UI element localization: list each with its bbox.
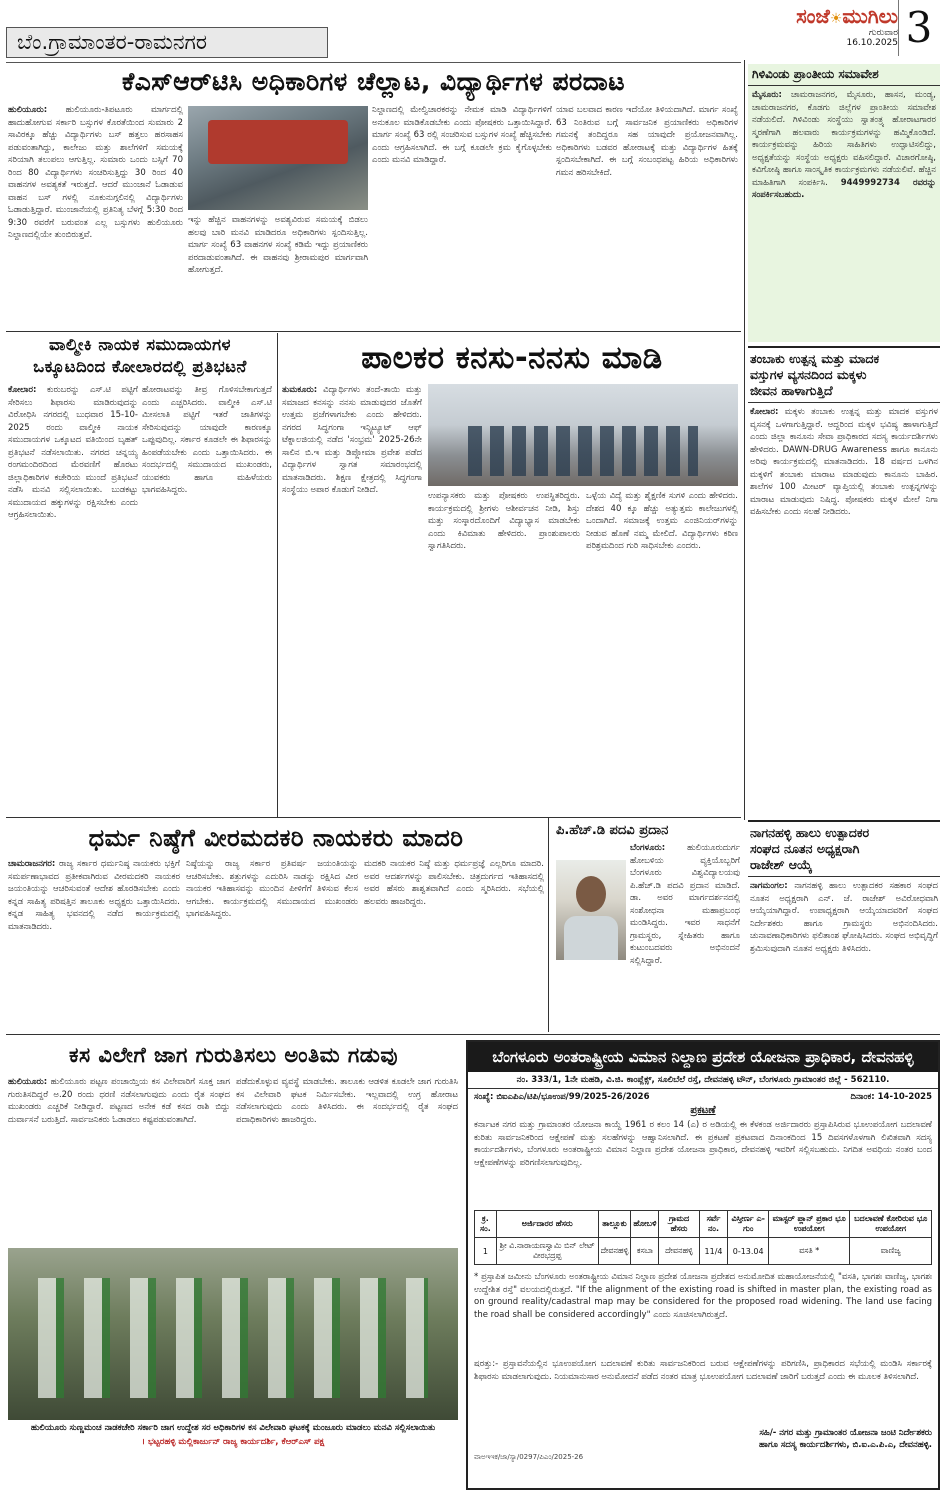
valmiki-rule	[277, 333, 278, 817]
s1-body	[748, 86, 940, 330]
notice-heading: ಪ್ರಕಟಣೆ	[690, 1105, 716, 1116]
phd-dateline: ಬೆಂಗಳೂರು:	[630, 843, 666, 853]
s2-body	[748, 403, 940, 809]
dharma-dateline: ಚಾಮರಾಜನಗರ:	[8, 859, 56, 869]
s1-headline: ಗಿಳಿವಿಂಡು ಪ್ರಾಂತೀಯ ಸಮಾವೇಶ	[748, 64, 940, 86]
s2-dateline: ಕೋಲಾರ:	[750, 407, 779, 417]
valmiki-col2-text: ಹೋರಾಟವನ್ನು ತೀವ್ರ ಗೊಳಿಸಬೇಕಾಗುತ್ತದೆ ಎಂದು ಎಚ್ಚರಿಸಿದರು. ವಾಲ್ಮೀಕಿ ಎಸ್.ಟಿ ಮೀಸಲಾತಿ ಪಟ್ಟಿಗೆ ಇತರೆ ಜಾತಿಗಳನ್ನು ಸೇರಿಸುವುದನ್ನು ಯಾವುದೇ ಕಾರಣಕ್ಕೂ ಒಪ್ಪುವುದಿಲ್ಲ. ಸರ್ಕಾರ ಕೂಡಲೇ ಈ ಶಿಫಾರಸನ್ನು ಹಿಂಪಡೆಯಬೇಕು ಎಂದು ಒತ್ತಾಯಿಸಿದರು. ಈ ಸಂದರ್ಭದಲ್ಲಿ ಸಮುದಾಯದ ಮುಖಂಡರು, ಯುವಕರು ಹಾಗೂ ಮಹಿಳೆಯರು ಭಾಗವಹಿಸಿದ್ದರು.	[142, 385, 272, 495]
palakara-col1-text: ವಿದ್ಯಾರ್ಥಿಗಳು ತಂದೆ-ತಾಯಿ ಮತ್ತು ಸಮಾಜದ ಕನಸನ್ನು ನನಸು ಮಾಡುವುದರ ಜೊತೆಗೆ ಉತ್ತಮ ಪ್ರಜೆಗಳಾಗಬೇಕು ಎಂದು ಹೇಳಿದರು. ನಗರದ ಸಿದ್ಧಗಂಗಾ ಇನ್ಸ್ಟಿಟ್ಯೂಟ್ ಆಫ್ ಟೆಕ್ನಾಲಜಿಯಲ್ಲಿ ನಡೆದ 'ಸಂಭ್ರಮ' 2025-26ನೇ ಸಾಲಿನ ಬಿ.ಇ ಮತ್ತು ಡಿಪ್ಲೋಮಾ ಪ್ರವೇಶ ಪಡೆದ ವಿದ್ಯಾರ್ಥಿಗಳ ಸ್ವಾಗತ ಸಮಾರಂಭದಲ್ಲಿ ಮಾತನಾಡಿದರು. ಶಿಕ್ಷಣ ಕ್ಷೇತ್ರದಲ್ಲಿ ಸಿದ್ಧಗಂಗಾ ಸಂಸ್ಥೆಯು ಅಪಾರ ಕೊಡುಗೆ ನೀಡಿದೆ.	[282, 385, 422, 495]
sidebar-rule	[744, 60, 745, 820]
s3-headline-l3: ರಾಜೇಶ್ ಆಯ್ಕೆ	[750, 857, 813, 872]
palakara-col2-text: ಉಪನ್ಯಾಸಕರು ಮತ್ತು ಪೋಷಕರು ಉಪಸ್ಥಿತರಿದ್ದರು. ಕಾರ್ಯಕ್ರಮದಲ್ಲಿ ಶ್ರೀಗಳು ಆಶೀರ್ವಚನ ನೀಡಿ, ಶಿಸ್ತು ಮತ್ತು ಸಂಸ್ಕಾರದೊಂದಿಗೆ ವಿದ್ಯಾಭ್ಯಾಸ ಮಾಡಬೇಕು ಎಂದು ಕಿವಿಮಾತು ಹೇಳಿದರು. ಪ್ರಾಂಶುಪಾಲರು ಸ್ವಾಗತಿಸಿದರು.	[428, 491, 580, 551]
valmiki-headline-l2: ಒಕ್ಕೂಟದಿಂದ ಕೋಲಾರದಲ್ಲಿ ಪ್ರತಿಭಟನೆ	[33, 357, 247, 376]
ksrtc-rule	[6, 331, 741, 332]
ksrtc-headline: ಕೆಎಸ್‌ಆರ್‌ಟಿಸಿ ಅಧಿಕಾರಿಗಳ ಚೆಲ್ಲಾಟ, ವಿದ್ಯಾರ್ಥಿಗಳ ಪರದಾಟ	[121, 67, 626, 96]
ksrtc-col3-text: ನಿಲ್ದಾಣದಲ್ಲಿ ಮೇಲ್ವಿಚಾರಕರನ್ನು ನೇಮಕ ಮಾಡಿ ವಿದ್ಯಾರ್ಥಿಗಳಿಗೆ ಅನುಕೂಲ ಮಾಡಿಕೊಡಬೇಕು ಎಂದು ಪೋಷಕರು ಒತ್ತಾಯಿಸಿದ್ದಾರೆ. ಮಾರ್ಗ ಸಂಖ್ಯೆ 63 ರಲ್ಲಿ ಸಂಚರಿಸುವ ಬಸ್ಸುಗಳ ಸಂಖ್ಯೆ ಹೆಚ್ಚಿಸಬೇಕು ಎಂದು ಆಗ್ರಹಿಸಲಾಗಿದೆ. ಈ ಬಗ್ಗೆ ಕೂಡಲೇ ಕ್ರಮ ಕೈಗೊಳ್ಳಬೇಕು ಎಂದು ಮನವಿ ಮಾಡಿದ್ದಾರೆ.	[372, 105, 552, 165]
kasa-col2-text: ಪಡೆದುಕೊಳ್ಳುವ ವ್ಯವಸ್ಥೆ ಮಾಡಬೇಕು. ತಾಲೂಕು ಆಡಳಿತ ಕೂಡಲೇ ಜಾಗ ಗುರುತಿಸಿ ಕಸ ವಿಲೇವಾರಿ ಘಟಕ ನಿರ್ಮಿಸಬೇಕು. ಇಲ್ಲವಾದಲ್ಲಿ ಉಗ್ರ ಹೋರಾಟ ನಡೆಸಲಾಗುವುದು ಎಂದು ತಿಳಿಸಿದರು. ಈ ಸಂದರ್ಭದಲ್ಲಿ ರೈತ ಸಂಘದ ಪದಾಧಿಕಾರಿಗಳು ಹಾಜರಿದ್ದರು.	[236, 1077, 458, 1125]
kasa-col1	[8, 1076, 230, 1244]
brand-name-b: ಮುಗಿಲು	[842, 4, 898, 28]
notice-para1: ಕರ್ನಾಟಕ ನಗರ ಮತ್ತು ಗ್ರಾಮಾಂತರ ಯೋಜನಾ ಕಾಯ್ದೆ 1961 ರ ಕಲಂ 14 (ಎ) ರ ಅಡಿಯಲ್ಲಿ ಈ ಕೆಳಕಂಡ ಅರ್ಜಿದಾರರು ಪ್ರಸ್ತಾಪಿಸಿರುವ ಭೂಉಪಯೋಗ ಬದಲಾವಣೆ ಕುರಿತು ಸಾರ್ವಜನಿಕರಿಂದ ಆಕ್ಷೇಪಣೆ ಮತ್ತು ಸಲಹೆಗಳನ್ನು ಆಹ್ವಾನಿಸಲಾಗಿದೆ. ಈ ಪ್ರಕಟಣೆ ಪ್ರಕಟವಾದ ದಿನಾಂಕದಿಂದ 15 ದಿವಸಗಳೊಳಗಾಗಿ ಲಿಖಿತವಾಗಿ ಸದಸ್ಯ ಕಾರ್ಯದರ್ಶಿಗಳು, ಬೆಂಗಳೂರು ಅಂತರಾಷ್ಟ್ರೀಯ ವಿಮಾನ ನಿಲ್ದಾಣ ಪ್ರದೇಶ ಯೋಜನಾ ಪ್ರಾಧಿಕಾರ, ದೇವನಹಳ್ಳಿ ಇವರಿಗೆ ಸಲ್ಲಿಸಬಹುದು. ನಿಗದಿತ ಅವಧಿಯ ನಂತರ ಬಂದ ಆಕ್ಷೇಪಣೆಗಳನ್ನು ಪರಿಗಣಿಸಲಾಗುವುದಿಲ್ಲ.	[474, 1120, 932, 1168]
s3-body	[748, 877, 940, 1027]
section-name: ಬೆಂ.ಗ್ರಾಮಾಂತರ-ರಾಮನಗರ	[17, 30, 208, 54]
valmiki-col1	[8, 384, 138, 812]
header-rule	[6, 62, 741, 63]
notice-footer-ref: ವಾಅಇಇಕ/ಜಾ/ಸ್ಯಾ/0297/ಪಿಎಂ/2025-26	[474, 1453, 584, 1461]
section-label	[6, 27, 328, 58]
bus-shape	[208, 120, 348, 164]
notice-table	[474, 1210, 932, 1265]
s1-dateline: ಮೈಸೂರು:	[752, 90, 782, 100]
lower-rule	[6, 1034, 940, 1035]
brand-name-a: ಸಂಜೆ	[796, 4, 830, 28]
table-cell: ಕಸಬಾ	[631, 1238, 659, 1265]
ksrtc-col1-text: ಹುಲಿಯೂರು-ತಿಪಟೂರು ಮಾರ್ಗದಲ್ಲಿ ಹಾದುಹೋಗುವ ಸರ್ಕಾರಿ ಬಸ್ಸುಗಳ ಕೊರತೆಯಿಂದ ಸುಮಾರು 2 ಸಾವಿರಕ್ಕೂ ಹೆಚ್ಚು ವಿದ್ಯಾರ್ಥಿಗಳು ಬಸ್ ಹತ್ತಲು ಹರಸಾಹಸ ಪಡುವಂತಾಗಿದ್ದು, ಕಾಲೇಜು ಮತ್ತು ಶಾಲೆಗಳಿಗೆ ಸಮಯಕ್ಕೆ ಸರಿಯಾಗಿ ತಲುಪಲು ಆಗುತ್ತಿಲ್ಲ. ಸುಮಾರು ಒಂದು ಬಸ್ಸಿಗೆ 70 ರಿಂದ 80 ವಿದ್ಯಾರ್ಥಿಗಳು ಸಂಚರಿಸುತ್ತಿದ್ದು 30 ರಿಂದ 40 ವಾಹನಗಳ ಅವಶ್ಯಕತೆ ಇರುತ್ತದೆ. ಆದರೆ ಮುಂಜಾನೆ ಓಡಾಡುವ ವಾಹನ ಬಸ್ ಗಳಲ್ಲಿ ನೂಕುನುಗ್ಗಲಿನಲ್ಲಿ ವಿದ್ಯಾರ್ಥಿಗಳು ಓಡಾಡುತ್ತಿದ್ದಾರೆ. ಮುಂಜಾನೆಯಲ್ಲಿ ಪ್ರತಿನಿತ್ಯ ಬೆಳಗ್ಗೆ 5:30 ರಿಂದ 9:30 ರವರೆಗೆ ಬರುವಂತ ಎಲ್ಲ ಬಸ್ಸುಗಳು ಹುಲಿಯೂರು ನಿಲ್ದಾಣದಲ್ಲಿಯೇ ತುಂಬಿರುತ್ತವೆ.	[8, 105, 183, 240]
palakara-col3-text: ಒಳ್ಳೆಯ ವಿದ್ಯೆ ಮತ್ತು ಶೈಕ್ಷಣಿಕ ಸುಗಳಿ ಎಂದು ಹೇಳಿದರು. ದೇಶದ 40 ಕ್ಕೂ ಹೆಚ್ಚು ಅತ್ಯುತ್ತಮ ಕಾಲೇಜುಗಳಲ್ಲಿ ಒಂದಾಗಿದೆ. ಸಮಾಜಕ್ಕೆ ಉತ್ತಮ ಎಂಜಿನಿಯರ್‌ಗಳನ್ನು ನೀಡುವ ಹೊಣೆ ನಮ್ಮ ಮೇಲಿದೆ. ವಿದ್ಯಾರ್ಥಿಗಳು ಕಠಿಣ ಪರಿಶ್ರಮದಿಂದ ಗುರಿ ಸಾಧಿಸಬೇಕು ಎಂದರು.	[586, 491, 738, 551]
notice-table-header: ಮಾಸ್ಟರ್ ಪ್ಲಾನ್ ಪ್ರಕಾರ ಭೂ ಉಪಯೋಗ	[768, 1211, 849, 1238]
notice-title: ಬೆಂಗಳೂರು ಅಂತರಾಷ್ಟ್ರೀಯ ವಿಮಾನ ನಿಲ್ದಾಣ ಪ್ರದೇಶ ಯೋಜನಾ ಪ್ರಾಧಿಕಾರ, ದೇವನಹಳ್ಳಿ	[468, 1042, 938, 1072]
dharma-col1-text: ರಾಜ್ಯ ಸರ್ಕಾರ ಧರ್ಮನಿಷ್ಠ ನಾಯಕರು ಭಕ್ತಿಗೆ ಸಮರ್ಪಣಾಭಾವದ ಪ್ರತೀಕವಾಗಿರುವ ವೀರಮದಕರಿ ನಾಯಕರ ಜಯಂತಿಯನ್ನು ಆಚರಿಸುವಂತೆ ಆದೇಶ ಹೊರಡಿಸಬೇಕು ಎಂದು ಕನ್ನಡ ಸಾಹಿತ್ಯ ಪರಿಷತ್ತಿನ ತಾಲೂಕು ಅಧ್ಯಕ್ಷರು ಒತ್ತಾಯಿಸಿದರು. ಕನ್ನಡ ಸಾಹಿತ್ಯ ಭವನದಲ್ಲಿ ನಡೆದ ಕಾರ್ಯಕ್ರಮದಲ್ಲಿ ಮಾತನಾಡಿದರು.	[8, 859, 180, 932]
ksrtc-col3	[372, 104, 552, 328]
notice-table-header: ವಿಸ್ತೀರ್ಣ ಎ-ಗುಂ	[728, 1211, 769, 1238]
dharma-headline: ಧರ್ಮ ನಿಷ್ಠೆಗೆ ವೀರಮದಕರಿ ನಾಯಕರು ಮಾದರಿ	[88, 824, 464, 852]
notice-date: ದಿನಾಂಕ: 14-10-2025	[850, 1092, 932, 1102]
s3-body-text: ನಾಗನಹಳ್ಳಿ ಹಾಲು ಉತ್ಪಾದಕರ ಸಹಕಾರ ಸಂಘದ ನೂತನ ಅಧ್ಯಕ್ಷರಾಗಿ ಎನ್. ಜೆ. ರಾಜೇಶ್ ಅವಿರೋಧವಾಗಿ ಆಯ್ಕೆಯಾಗಿದ್ದಾರೆ. ಉಪಾಧ್ಯಕ್ಷರಾಗಿ ಆಯ್ಕೆಯಾದವರಿಗೆ ಸಂಘದ ನಿರ್ದೇಶಕರು ಹಾಗೂ ಗ್ರಾಮಸ್ಥರು ಅಭಿನಂದಿಸಿದರು. ಚುನಾವಣಾಧಿಕಾರಿಗಳು ಫಲಿತಾಂಶ ಘೋಷಿಸಿದರು. ಸಂಘದ ಅಭಿವೃದ್ಧಿಗೆ ಶ್ರಮಿಸುವುದಾಗಿ ನೂತನ ಅಧ್ಯಕ್ಷರು ತಿಳಿಸಿದರು.	[750, 881, 939, 954]
kasa-col1-text: ಹುಲಿಯೂರು ಪಟ್ಟಣ ಪಂಚಾಯ್ತಿಯ ಕಸ ವಿಲೇವಾರಿಗೆ ಸೂಕ್ತ ಜಾಗ ಗುರುತಿಸದಿದ್ದರೆ ಅ.20 ರಂದು ಧರಣಿ ನಡೆಸಲಾಗುವುದು ಎಂದು ರೈತ ಸಂಘದ ಮುಖಂಡರು ಎಚ್ಚರಿಕೆ ನೀಡಿದ್ದಾರೆ. ಪಟ್ಟಣದ ಅನೇಕ ಕಡೆ ಕಸದ ರಾಶಿ ಬಿದ್ದು ದುರ್ವಾಸನೆ ಬರುತ್ತಿದೆ. ಸಾರ್ವಜನಿಕರು ಓಡಾಡಲು ಕಷ್ಟಪಡುವಂತಾಗಿದೆ.	[8, 1077, 230, 1125]
notice-signature	[468, 1425, 938, 1453]
phd-headline: ಪಿ.ಹೆಚ್.ಡಿ ಪದವಿ ಪ್ರದಾನ	[556, 823, 669, 838]
s2-body-text: ಮಕ್ಕಳು ತಂಬಾಕು ಉತ್ಪನ್ನ ಮತ್ತು ಮಾದಕ ವಸ್ತುಗಳ ವ್ಯಸನಕ್ಕೆ ಒಳಗಾಗುತ್ತಿದ್ದಾರೆ. ಆದ್ದರಿಂದ ಮಕ್ಕಳ ಭವಿಷ್ಯ ಹಾಳಾಗುತ್ತಿದೆ ಎಂದು ಜಿಲ್ಲಾ ಕಾನೂನು ಸೇವಾ ಪ್ರಾಧಿಕಾರದ ಸದಸ್ಯ ಕಾರ್ಯದರ್ಶಿಗಳು ಹೇಳಿದರು. DAWN-DRUG Awareness ಹಾಗೂ ಕಾನೂನು ಅರಿವು ಕಾರ್ಯಕ್ರಮದಲ್ಲಿ ಮಾತನಾಡಿದರು. 18 ವರ್ಷದ ಒಳಗಿನ ಮಕ್ಕಳಿಗೆ ತಂಬಾಕು ಮಾರಾಟ ಮಾಡುವುದು ಕಾನೂನು ಬಾಹಿರ. ಶಾಲೆಗಳ 100 ಮೀಟರ್ ವ್ಯಾಪ್ತಿಯಲ್ಲಿ ತಂಬಾಕು ಉತ್ಪನ್ನಗಳನ್ನು ಮಾರಾಟ ಮಾಡುವುದು ನಿಷಿದ್ಧ. ಪೋಷಕರು ಮಕ್ಕಳ ಮೇಲೆ ನಿಗಾ ವಹಿಸಬೇಕು ಎಂದು ಸಲಹೆ ನೀಡಿದರು.	[750, 407, 939, 517]
table-cell: ಶ್ರೀ ವಿ.ನಾರಾಯಣಸ್ವಾಮಿ ಬಿನ್ ಲೇಟ್ ವೀರಭದ್ರಪ್ಪ	[496, 1238, 598, 1265]
protest-photo	[8, 1248, 458, 1420]
sidebar-box-3	[748, 820, 940, 1032]
sidebar-box-1	[748, 64, 940, 342]
table-row	[475, 1238, 932, 1265]
kasa-caption-text: ಹುಲಿಯೂರು ಸುಣ್ಣಮಂಚ ನಾಡಕಚೇರಿ ಸರ್ಕಾರಿ ಜಾಗ ಉದ್ದೇಶ ಸರ ಅಧಿಕಾರಿಗಳ ಕಸ ವಿಲೇವಾರಿ ಘಟಕಕ್ಕೆ ಮಂಜೂರು ಮಾಡಲು ಮನವಿ ಸಲ್ಲಿಸಲಾಯಿತು	[30, 1423, 436, 1433]
kasa-dateline: ಹುಲಿಯೂರು:	[8, 1077, 48, 1087]
kasa-caption-credit: । ಭಟ್ಟರಹಳ್ಳಿ ಮಲ್ಲಿಕಾರ್ಜುನ್ ರಾಜ್ಯ ಕಾರ್ಯದರ್ಶಿ, ಕೆಆರ್‌ಎಸ್ ಪಕ್ಷ	[141, 1437, 325, 1447]
notice-table-header: ಗ್ರಾಮದ ಹೆಸರು	[659, 1211, 699, 1238]
notice-table-header: ಅರ್ಜಿದಾರರ ಹೆಸರು	[496, 1211, 598, 1238]
sidebar-box-2	[748, 346, 940, 816]
dharma-col2	[186, 858, 358, 1028]
portrait-face	[576, 876, 606, 912]
notice-sign-l1: ಸಹಿ/- ನಗರ ಮತ್ತು ಗ್ರಾಮಾಂತರ ಯೋಜನಾ ಜಂಟಿ ನಿರ್ದೇಶಕರು	[759, 1428, 932, 1438]
s3-headline-l2: ಸಂಘದ ನೂತನ ಅಧ್ಯಕ್ಷರಾಗಿ	[750, 841, 860, 856]
masthead	[748, 2, 898, 58]
valmiki-headline-l1: ವಾಲ್ಮೀಕಿ ನಾಯಕ ಸಮುದಾಯಗಳ	[49, 335, 231, 354]
ksrtc-col2	[188, 214, 368, 328]
valmiki-headline	[6, 334, 274, 378]
kasa-headline: ಕಸ ವಿಲೇಗೆ ಜಾಗ ಗುರುತಿಸಲು ಅಂತಿಮ ಗಡುವು	[69, 1043, 398, 1067]
dharma-col3-text: ಮದಕರಿ ನಾಯಕರ ನಿಷ್ಠೆ ಮತ್ತು ಧರ್ಮಪ್ರಜ್ಞೆ ಎಲ್ಲರಿಗೂ ಮಾದರಿ. ಅವರ ಆದರ್ಶಗಳನ್ನು ಪಾಲಿಸಬೇಕು. ಚಿತ್ರದುರ್ಗದ ಇತಿಹಾಸದಲ್ಲಿ ಅವರ ಹೆಸರು ಶಾಶ್ವತವಾಗಿದೆ ಎಂದು ಸ್ಮರಿಸಿದರು. ಸಭೆಯಲ್ಲಿ ಹಲವರು ಹಾಜರಿದ್ದರು.	[364, 859, 544, 907]
dharma-col3	[364, 858, 544, 1028]
table-cell: ವಾಣಿಜ್ಯ	[850, 1238, 932, 1265]
notice-ref: ಸಂಖ್ಯೆ: ಬಿಐಎಪಿಎ/ಟಿಪಿ/ಭೂಉಪ/99/2025-26/2026	[474, 1092, 650, 1102]
page-number: 3	[898, 0, 939, 56]
notice-table-header: ತಾಲ್ಲೂಕು	[598, 1211, 631, 1238]
phd-portrait-photo	[556, 860, 626, 960]
dharma-rule	[548, 818, 549, 1032]
dharma-col1	[8, 858, 180, 1028]
stage-photo	[428, 384, 738, 486]
s2-headline-l1: ತಂಬಾಕು ಉತ್ಪನ್ನ ಮತ್ತು ಮಾದಕ	[750, 351, 880, 366]
portrait-shirt	[564, 916, 618, 960]
s1-contact: 9449992734 ರವರನ್ನು ಸಂಪರ್ಕಿಸಬಹುದು.	[752, 177, 936, 200]
sun-icon: ☀	[829, 11, 843, 27]
s2-headline-l2: ವಸ್ತುಗಳ ವ್ಯಸನದಿಂದ ಮಕ್ಕಳು	[750, 367, 867, 382]
protest-people	[38, 1278, 428, 1398]
mid-rule	[6, 817, 741, 818]
notice-para2: * ಪ್ರಸ್ತಾಪಿತ ಜಮೀನು ಬೆಂಗಳೂರು ಅಂತರಾಷ್ಟ್ರೀಯ ವಿಮಾನ ನಿಲ್ದಾಣ ಪ್ರದೇಶ ಯೋಜನಾ ಪ್ರದೇಶದ ಅನುಮೋದಿತ ಮಹಾಯೋಜನೆಯಲ್ಲಿ "ವಸತಿ, ಭಾಗಶಃ ವಾಣಿಜ್ಯ, ಭಾಗಶಃ ಉದ್ದೇಶಿತ ರಸ್ತೆ" ವಲಯದಲ್ಲಿರುತ್ತದೆ. "If the alignment of the existing road is shifted in master plan, the existing road as on ground reality/cadastral map may be considered for the proposed road widening. The land use facing the road shall be considered accordingly" ಎಂದು ಸೂಚಿಸಲಾಗಿರುತ್ತದೆ.	[474, 1272, 932, 1320]
valmiki-col1-text: ಕುರುಬರನ್ನು ಎಸ್.ಟಿ ಪಟ್ಟಿಗೆ ಸೇರಿಸಲು ಶಿಫಾರಸು ಮಾಡಿರುವುದನ್ನು ವಿರೋಧಿಸಿ ನಗರದಲ್ಲಿ ಬುಧವಾರ 15-10-2025 ರಂದು ವಾಲ್ಮೀಕಿ ನಾಯಕ ಸಮುದಾಯಗಳ ಒಕ್ಕೂಟದ ವತಿಯಿಂದ ಬೃಹತ್ ಪ್ರತಿಭಟನೆ ನಡೆಸಲಾಯಿತು. ನಗರದ ಚನ್ನಯ್ಯ ರಂಗಮಂದಿರದಿಂದ ಮೆರವಣಿಗೆ ಹೊರಟು ಜಿಲ್ಲಾಧಿಕಾರಿಗಳ ಕಚೇರಿಯ ಮುಂದೆ ಪ್ರತಿಭಟನೆ ನಡೆಸಿ ಮನವಿ ಸಲ್ಲಿಸಲಾಯಿತು. ಬುಡಕಟ್ಟು ಸಮುದಾಯದ ಹಕ್ಕುಗಳನ್ನು ರಕ್ಷಿಸಬೇಕು ಎಂದು ಆಗ್ರಹಿಸಲಾಯಿತು.	[8, 385, 138, 520]
table-cell: ವಸತಿ *	[768, 1238, 849, 1265]
phd-body-text: ಹುಲಿಯೂರುದುರ್ಗ ಹೋಬಳಿಯ ವ್ಯಕ್ತಿಯೊಬ್ಬರಿಗೆ ಬೆಂಗಳೂರು ವಿಶ್ವವಿದ್ಯಾಲಯವು ಪಿ.ಹೆಚ್.ಡಿ ಪದವಿ ಪ್ರದಾನ ಮಾಡಿದೆ. ಡಾ. ಅವರ ಮಾರ್ಗದರ್ಶನದಲ್ಲಿ ಸಂಶೋಧನಾ ಮಹಾಪ್ರಬಂಧ ಮಂಡಿಸಿದ್ದರು. ಇವರ ಸಾಧನೆಗೆ ಗ್ರಾಮಸ್ಥರು, ಸ್ನೇಹಿತರು ಹಾಗೂ ಕುಟುಂಬದವರು ಅಭಿನಂದನೆ ಸಲ್ಲಿಸಿದ್ದಾರೆ.	[630, 843, 740, 966]
s3-headline-l1: ನಾಗನಹಳ್ಳಿ ಹಾಲು ಉತ್ಪಾದಕರ	[750, 825, 870, 840]
valmiki-col2	[142, 384, 272, 812]
notice-table-header: ಬದಲಾವಣೆ ಕೋರಿರುವ ಭೂ ಉಪಯೋಗ	[850, 1211, 932, 1238]
phd-body	[630, 842, 740, 1028]
notice-table-header: ಹೋಬಳಿ	[631, 1211, 659, 1238]
table-cell: ದೇವನಹಳ್ಳಿ	[659, 1238, 699, 1265]
issue-date: 16.10.2025	[846, 38, 898, 48]
notice-box	[466, 1040, 940, 1490]
s3-dateline: ನಾಗಮಂಗಲ:	[750, 881, 788, 891]
s2-headline-l3: ಜೀವನ ಹಾಳಾಗುತ್ತಿದೆ	[750, 383, 833, 398]
table-cell: ದೇವನಹಳ್ಳಿ	[598, 1238, 631, 1265]
ksrtc-col2-text: ಇನ್ನು ಹೆಚ್ಚಿನ ವಾಹನಗಳನ್ನು ಅವಶ್ಯವಿರುವ ಸಮಯಕ್ಕೆ ಬಿಡಲು ಹಲವು ಬಾರಿ ಮನವಿ ಮಾಡಿದರೂ ಅಧಿಕಾರಿಗಳು ಸ್ಪಂದಿಸುತ್ತಿಲ್ಲ. ಮಾರ್ಗ ಸಂಖ್ಯೆ 63 ವಾಹನಗಳ ಸಂಖ್ಯೆ ಕಡಿಮೆ ಇದ್ದು ಪ್ರಯಾಣಿಕರು ಪರದಾಡುವಂತಾಗಿದೆ. ಈ ವಾಹನವು ಶ್ರೀರಾಮಪುರ ಮಾರ್ಗವಾಗಿ ಹೋಗುತ್ತದೆ.	[188, 215, 368, 275]
s1-body-text: ಚಾಮರಾಜನಗರ, ಮೈಸೂರು, ಹಾಸನ, ಮಂಡ್ಯ, ಚಾಮರಾಜನಗರ, ಕೊಡಗು ಜಿಲ್ಲೆಗಳ ಪ್ರಾಂತೀಯ ಸಮಾವೇಶ ನಡೆಯಲಿದೆ. ಗಿಳಿವಿಂಡು ಸಂಸ್ಥೆಯು ಸ್ವಾತಂತ್ರ್ಯ ಹೋರಾಟಗಾರರ ಸ್ಮರಣೆಗಾಗಿ ಹಲವಾರು ಕಾರ್ಯಕ್ರಮಗಳನ್ನು ಹಮ್ಮಿಕೊಂಡಿದೆ. ಕಾರ್ಯಕ್ರಮವನ್ನು ಹಿರಿಯ ಸಾಹಿತಿಗಳು ಉದ್ಘಾಟಿಸಲಿದ್ದು, ಅಧ್ಯಕ್ಷತೆಯನ್ನು ಸಂಸ್ಥೆಯ ಅಧ್ಯಕ್ಷರು ವಹಿಸಲಿದ್ದಾರೆ. ವಿಚಾರಗೋಷ್ಠಿ, ಕವಿಗೋಷ್ಠಿ ಹಾಗೂ ಸಾಂಸ್ಕೃತಿಕ ಕಾರ್ಯಕ್ರಮಗಳು ನಡೆಯಲಿವೆ. ಹೆಚ್ಚಿನ ಮಾಹಿತಿಗಾಗಿ ಸಂಪರ್ಕಿಸಿ.	[752, 90, 936, 188]
stage-people	[468, 426, 698, 476]
notice-address: ನಂ. 333/1, 1ನೇ ಮಹಡಿ, ವಿ.ಜಿ. ಕಾಂಪ್ಲೆಕ್ಸ್, ಸೂಲಿಬೆಲೆ ರಸ್ತೆ, ದೇವನಹಳ್ಳಿ ಟೌನ್, ಬೆಂಗಳೂರು ಗ್ರಾಮಾಂತರ ಜಿಲ್ಲೆ - 562110.	[468, 1072, 938, 1089]
palakara-dateline: ತುಮಕೂರು:	[282, 385, 318, 395]
ksrtc-col4	[556, 104, 738, 328]
valmiki-dateline: ಕೋಲಾರ:	[8, 385, 37, 395]
palakara-col1	[282, 384, 422, 812]
notice-sign-l2: ಹಾಗೂ ಸದಸ್ಯ ಕಾರ್ಯದರ್ಶಿಗಳು, ಬಿ.ಐ.ಎ.ಪಿ.ಎ, ದೇವನಹಳ್ಳಿ.	[759, 1440, 932, 1450]
ksrtc-col4-text: ಯಾವ ಬಲವಾದ ಕಾರಣ ಇದೆಯೋ ತಿಳಿಯದಾಗಿದೆ. ಮಾರ್ಗ ಸಂಖ್ಯೆ 63 ನಿಂತಿರುವ ಬಗ್ಗೆ ಸಾರ್ವಜನಿಕ ಪ್ರಯಾಣಿಕರು ಅಧಿಕಾರಿಗಳ ಗಮನಕ್ಕೆ ತಂದಿದ್ದರೂ ಸಹ ಯಾವುದೇ ಪ್ರಯೋಜನವಾಗಿಲ್ಲ. ಅಧಿಕಾರಿಗಳು ಬಡವರ ಹೋರಾಟಕ್ಕೆ ಮತ್ತು ವಿದ್ಯಾರ್ಥಿಗಳ ಹಿತಕ್ಕೆ ಸ್ಪಂದಿಸಬೇಕಾಗಿದೆ. ಈ ಬಗ್ಗೆ ಸಂಬಂಧಪಟ್ಟ ಹಿರಿಯ ಅಧಿಕಾರಿಗಳು ಗಮನ ಹರಿಸಬೇಕಿದೆ.	[556, 105, 738, 178]
ksrtc-dateline: ಹುಲಿಯೂರು:	[8, 105, 48, 115]
table-cell: 11/4	[699, 1238, 728, 1265]
palakara-col2	[428, 490, 580, 812]
dharma-col2-text: ನಿಷ್ಠೆಯನ್ನು ರಾಜ್ಯ ಸರ್ಕಾರ ಪ್ರತಿವರ್ಷ ಜಯಂತಿಯನ್ನು ಆಚರಿಸಬೇಕು. ಶತ್ರುಗಳನ್ನು ಎದುರಿಸಿ ನಾಡನ್ನು ರಕ್ಷಿಸಿದ ವೀರ ನಾಯಕರ ಇತಿಹಾಸವನ್ನು ಮುಂದಿನ ಪೀಳಿಗೆಗೆ ತಿಳಿಸುವ ಕೆಲಸ ಆಗಬೇಕು. ಕಾರ್ಯಕ್ರಮದಲ್ಲಿ ಸಮುದಾಯದ ಮುಖಂಡರು ಭಾಗವಹಿಸಿದ್ದರು.	[186, 859, 358, 919]
palakara-col3	[586, 490, 738, 812]
notice-table-header: ಕ್ರ. ಸಂ.	[475, 1211, 497, 1238]
kasa-caption	[8, 1422, 458, 1486]
bus-photo	[188, 106, 368, 210]
ksrtc-col1	[8, 104, 183, 328]
issue-day: ಗುರುವಾರ	[868, 28, 898, 38]
table-cell: 1	[475, 1238, 497, 1265]
kasa-col2	[236, 1076, 458, 1244]
notice-table-header: ಸರ್ವೆ ನಂ.	[699, 1211, 728, 1238]
table-cell: 0-13.04	[728, 1238, 769, 1265]
palakara-headline: ಪಾಲಕರ ಕನಸು-ನನಸು ಮಾಡಿ	[361, 340, 663, 376]
notice-para3: ಷರತ್ತು:- ಪ್ರಸ್ತಾವನೆಯಲ್ಲಿನ ಭೂಉಪಯೋಗ ಬದಲಾವಣೆ ಕುರಿತು ಸಾರ್ವಜನಿಕರಿಂದ ಬರುವ ಆಕ್ಷೇಪಣೆಗಳನ್ನು ಪರಿಗಣಿಸಿ, ಪ್ರಾಧಿಕಾರದ ಸಭೆಯಲ್ಲಿ ಮಂಡಿಸಿ ಸರ್ಕಾರಕ್ಕೆ ಶಿಫಾರಸು ಮಾಡಲಾಗುವುದು. ನಿಯಮಾನುಸಾರ ಅನುಮೋದನೆ ಪಡೆದ ನಂತರ ಮಾತ್ರ ಭೂಉಪಯೋಗ ಬದಲಾವಣೆ ಜಾರಿಗೆ ಬರುತ್ತದೆ ಎಂದು ಈ ಮೂಲಕ ತಿಳಿಸಲಾಗಿದೆ.	[474, 1359, 932, 1382]
